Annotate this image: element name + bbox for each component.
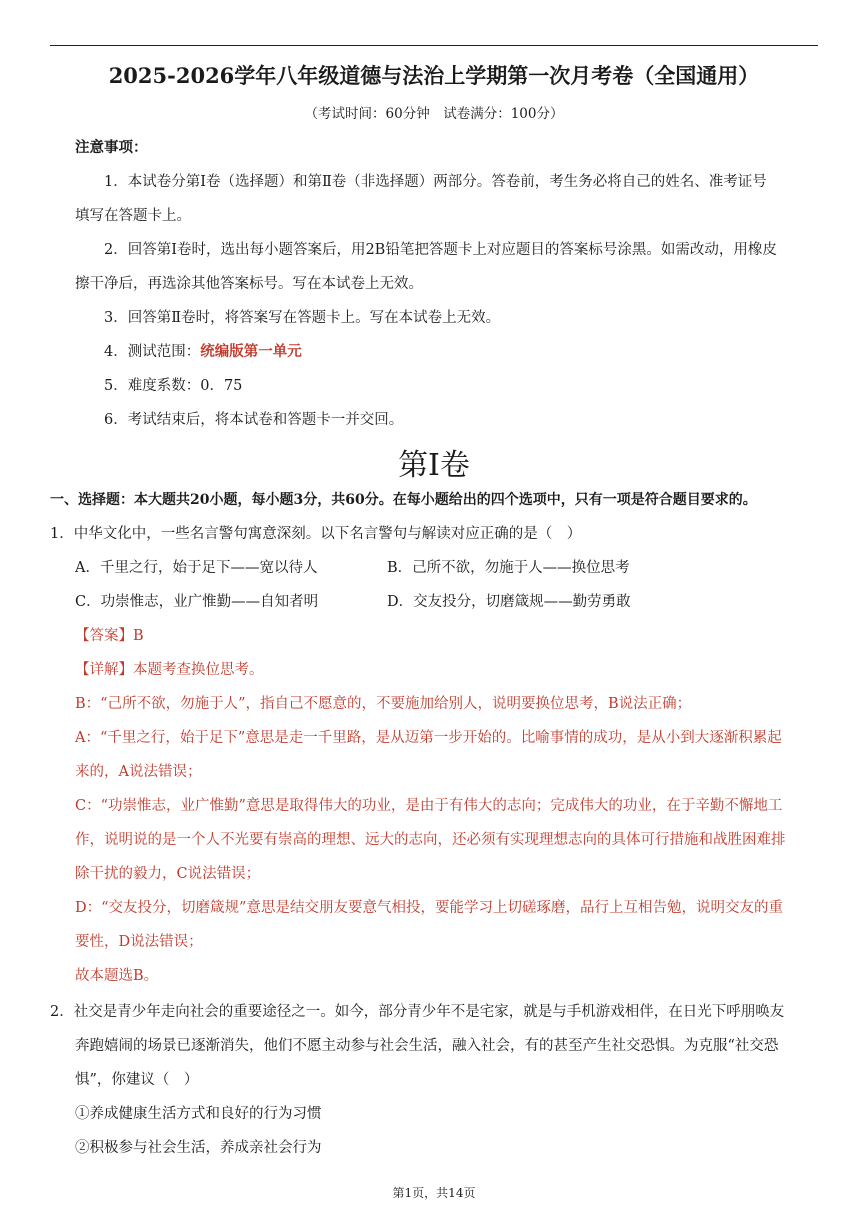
scope-value: 统编版第一单元 [200, 343, 302, 360]
q1-option-a: A．千里之行，始于足下——宽以待人 [75, 560, 318, 576]
q1-explanation-line: C：“功崇惟志，业广惟勤”意思是取得伟大的功业，是由于有伟大的志向；完成伟大的功业，在于辛勤不懈地工 [75, 798, 783, 814]
notice-item-3: 3．回答第Ⅱ卷时，将答案写在答题卡上。写在本试卷上无效。 [104, 310, 501, 326]
notice-item-2-cont: 擦干净后，再选涂其他答案标号。写在本试卷上无效。 [75, 276, 423, 292]
top-rule [50, 45, 818, 46]
q2-stem-line: 2．社交是青少年走向社会的重要途径之一。如今，部分青少年不是宅家，就是与手机游戏相伴，在日光下呼朋唤友 [50, 1004, 785, 1020]
notice-item-5: 5．难度系数：0．75 [104, 378, 243, 394]
q1-option-c: C．功崇惟志，业广惟勤——自知者明 [75, 594, 319, 610]
exam-subtitle: （考试时间：60分钟 试卷满分：100分） [304, 106, 564, 122]
page-footer: 第1页，共14页 [392, 1186, 476, 1200]
q1-stem: 1．中华文化中，一些名言警句寓意深刻。以下名言警句与解读对应正确的是（ ） [50, 526, 582, 542]
exam-title: 2025-2026学年八年级道德与法治上学期第一次月考卷（全国通用） [108, 63, 760, 88]
q1-explanation-line: A：“千里之行，始于足下”意思是走一千里路，是从迈第一步开始的。比喻事情的成功，是从小到大逐渐积累起 [75, 730, 782, 746]
q1-option-b: B．己所不欲，勿施于人——换位思考 [387, 560, 630, 576]
q1-explanation-line: 来的，A说法错误； [75, 764, 202, 780]
q1-explanation-line: 作，说明说的是一个人不光要有崇高的理想、远大的志向，还必须有实现理想志向的具体可行措施和战胜困难排 [75, 832, 786, 848]
q1-explanation-line: B：“己所不欲，勿施于人”，指自己不愿意的，不要施加给别人，说明要换位思考，B说法正确； [75, 696, 692, 712]
notice-item-6: 6．考试结束后，将本试卷和答题卡一并交回。 [104, 412, 404, 428]
q1-answer: 【答案】B [75, 628, 144, 644]
notice-item-2: 2．回答第Ⅰ卷时，选出每小题答案后，用2B铅笔把答题卡上对应题目的答案标号涂黑。如需改动，用橡皮 [104, 242, 777, 258]
notice-heading: 注意事项： [75, 139, 148, 156]
q1-detail: 【详解】本题考查换位思考。 [75, 662, 264, 678]
volume-title: 第Ⅰ卷 [398, 448, 470, 483]
q2-stem-line: 惧”，你建议（ ） [75, 1072, 199, 1088]
q1-option-d: D．交友投分，切磨箴规——勤劳勇敢 [387, 594, 631, 610]
notice-item-1: 1．本试卷分第Ⅰ卷（选择题）和第Ⅱ卷（非选择题）两部分。答卷前，考生务必将自己的姓名、准考证号 [104, 174, 767, 190]
q2-choice-2: ②积极参与社会生活，养成亲社会行为 [75, 1140, 322, 1156]
q2-stem-line: 奔跑嬉闹的场景已逐渐消失，他们不愿主动参与社会生活，融入社会，有的甚至产生社交恐惧。为克服“社交恐 [75, 1038, 779, 1054]
section-heading: 一、选择题：本大题共20小题，每小题3分，共60分。在每小题给出的四个选项中，只有一项是符合题目要求的。 [50, 492, 757, 508]
q1-explanation-line: 除干扰的毅力，C说法错误； [75, 866, 261, 882]
q1-explanation-line: D：“交友投分，切磨箴规”意思是结交朋友要意气相投，要能学习上切磋琢磨，品行上互相告勉，说明交友的重 [75, 900, 783, 916]
q1-conclusion: 故本题选B。 [75, 968, 159, 984]
notice-item-4 [104, 342, 302, 362]
q1-explanation-line: 要性，D说法错误； [75, 934, 203, 950]
notice-item-1-cont: 填写在答题卡上。 [75, 208, 191, 224]
q2-choice-1: ①养成健康生活方式和良好的行为习惯 [75, 1106, 322, 1122]
scope-label: 4．测试范围： [104, 344, 201, 360]
